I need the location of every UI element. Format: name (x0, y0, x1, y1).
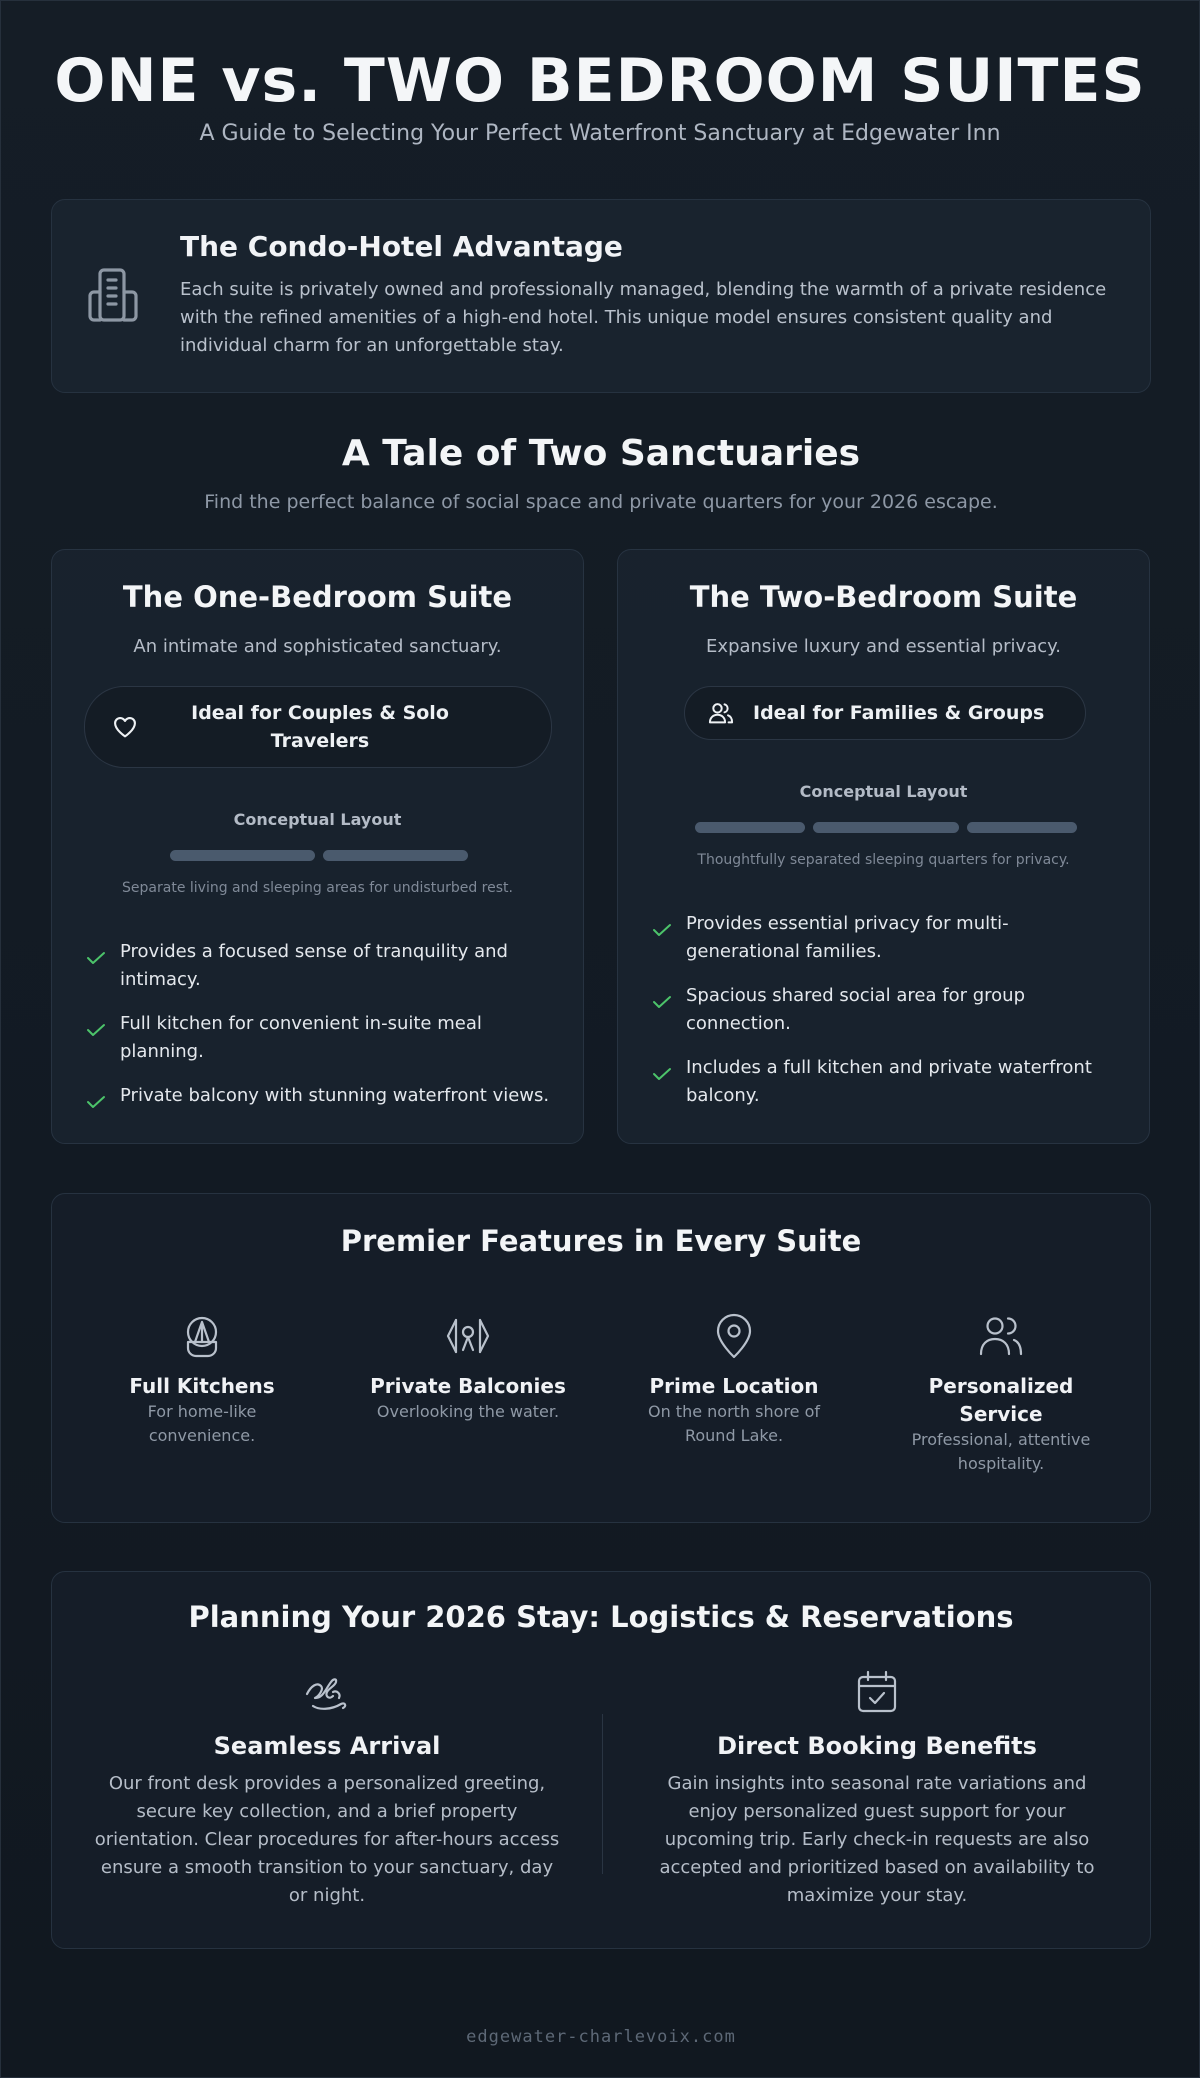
comparison-title: A Tale of Two Sanctuaries (341, 433, 861, 474)
feature-text: Includes a full kitchen and private waterfront balcony. (686, 1057, 1092, 1106)
feature-text: Private balcony with stunning waterfront views. (120, 1085, 550, 1106)
balcony-icon (444, 1312, 492, 1360)
planning-card (51, 1571, 1151, 1949)
two-bedroom-layout-label: Conceptual Layout (799, 782, 968, 801)
one-bedroom-layout-caption: Separate living and sleeping areas for undisturbed rest. (122, 880, 513, 896)
list-item (652, 982, 1122, 1038)
feature-desc: On the north shore of Round Lake. (647, 1402, 820, 1445)
advantage-card (51, 199, 1151, 393)
list-item (86, 938, 556, 994)
divider (602, 1714, 603, 1874)
page-title: ONE vs. TWO BEDROOM SUITES (54, 46, 1146, 116)
one-bedroom-layout-diagram (170, 850, 468, 861)
check-icon (652, 910, 686, 966)
advantage-title: The Condo-Hotel Advantage (180, 230, 623, 263)
seamless-arrival-heading: Seamless Arrival (213, 1732, 441, 1760)
heart-icon (111, 713, 139, 741)
layout-room-bar (695, 822, 805, 833)
users-icon (977, 1312, 1025, 1360)
feature-full-kitchens (102, 1312, 302, 1448)
feature-prime-location (634, 1312, 834, 1448)
layout-room-bar (323, 850, 468, 861)
two-bedroom-layout-caption: Thoughtfully separated sleeping quarters for privacy. (697, 852, 1070, 868)
two-bedroom-feature-list (652, 910, 1122, 1126)
check-icon (86, 938, 120, 994)
comparison-subtitle: Find the perfect balance of social space and private quarters for your 2026 escape. (204, 491, 998, 513)
planning-title: Planning Your 2026 Stay: Logistics & Reservations (188, 1600, 1014, 1634)
list-item (86, 1082, 556, 1118)
feature-personalized-service (901, 1312, 1101, 1476)
feature-name: Personalized Service (928, 1374, 1074, 1426)
two-bedroom-card (617, 549, 1150, 1144)
direct-booking-heading: Direct Booking Benefits (717, 1732, 1037, 1760)
feature-text: Spacious shared social area for group connection. (686, 985, 1025, 1034)
check-icon (86, 1082, 120, 1118)
feature-text: Full kitchen for convenient in-suite meal planning. (120, 1013, 482, 1062)
two-bedroom-ideal-badge (684, 686, 1086, 740)
list-item (86, 1010, 556, 1066)
direct-booking-section (642, 1668, 1112, 1910)
calendar-check-icon (853, 1668, 901, 1716)
one-bedroom-layout-label: Conceptual Layout (233, 810, 402, 829)
feature-name: Private Balconies (370, 1374, 566, 1398)
one-bedroom-card (51, 549, 584, 1144)
feature-name: Full Kitchens (129, 1374, 275, 1398)
two-bedroom-title: The Two-Bedroom Suite (689, 580, 1078, 614)
layout-room-bar (813, 822, 959, 833)
one-bedroom-ideal-text: Ideal for Couples & Solo Travelers (191, 702, 449, 752)
list-item (652, 910, 1122, 966)
check-icon (652, 982, 686, 1038)
map-pin-icon (710, 1312, 758, 1360)
users-icon (707, 699, 735, 727)
check-icon (86, 1010, 120, 1066)
seamless-arrival-text: Our front desk provides a personalized greeting, secure key collection, and a brief property orientation. Clear procedures for after-hours access ensure a smooth transition to your sanctuary, day or night. (94, 1773, 560, 1906)
one-bedroom-feature-list (86, 938, 556, 1134)
check-icon (652, 1054, 686, 1110)
list-item (652, 1054, 1122, 1110)
feature-text: Provides essential privacy for multi-generational families. (686, 913, 1009, 962)
footer-website-link[interactable]: edgewater-charlevoix.com (466, 2027, 736, 2047)
two-bedroom-ideal-text: Ideal for Families & Groups (753, 702, 1045, 724)
signature-icon (303, 1668, 351, 1716)
advantage-text: Each suite is privately owned and professionally managed, blending the warmth of a private residence with the refined amenities of a high-end hotel. This unique model ensures consistent quality and individual charm for an unforgettable stay. (180, 279, 1107, 356)
feature-text: Provides a focused sense of tranquility and intimacy. (120, 941, 508, 990)
feature-name: Prime Location (649, 1374, 819, 1398)
feature-desc: Overlooking the water. (376, 1402, 560, 1421)
one-bedroom-ideal-badge (84, 686, 552, 768)
premier-title: Premier Features in Every Suite (340, 1224, 862, 1258)
feature-desc: Professional, attentive hospitality. (911, 1430, 1091, 1473)
page-subtitle: A Guide to Selecting Your Perfect Waterfront Sanctuary at Edgewater Inn (199, 121, 1001, 146)
feature-desc: For home-like convenience. (147, 1402, 257, 1445)
two-bedroom-tagline: Expansive luxury and essential privacy. (706, 636, 1061, 657)
header (1, 1, 1199, 146)
layout-room-bar (967, 822, 1077, 833)
direct-booking-text: Gain insights into seasonal rate variations and enjoy personalized guest support for your upcoming trip. Early check-in requests are also accepted and prioritized based on availability to maximize your stay. (659, 1773, 1095, 1906)
chef-hat-icon (178, 1312, 226, 1360)
one-bedroom-title: The One-Bedroom Suite (122, 580, 513, 614)
feature-private-balconies (368, 1312, 568, 1424)
layout-room-bar (170, 850, 315, 861)
one-bedroom-tagline: An intimate and sophisticated sanctuary. (133, 636, 502, 657)
seamless-arrival-section (92, 1668, 562, 1910)
building-icon (84, 264, 146, 326)
two-bedroom-layout-diagram (695, 822, 1077, 833)
premier-features-card (51, 1193, 1151, 1523)
